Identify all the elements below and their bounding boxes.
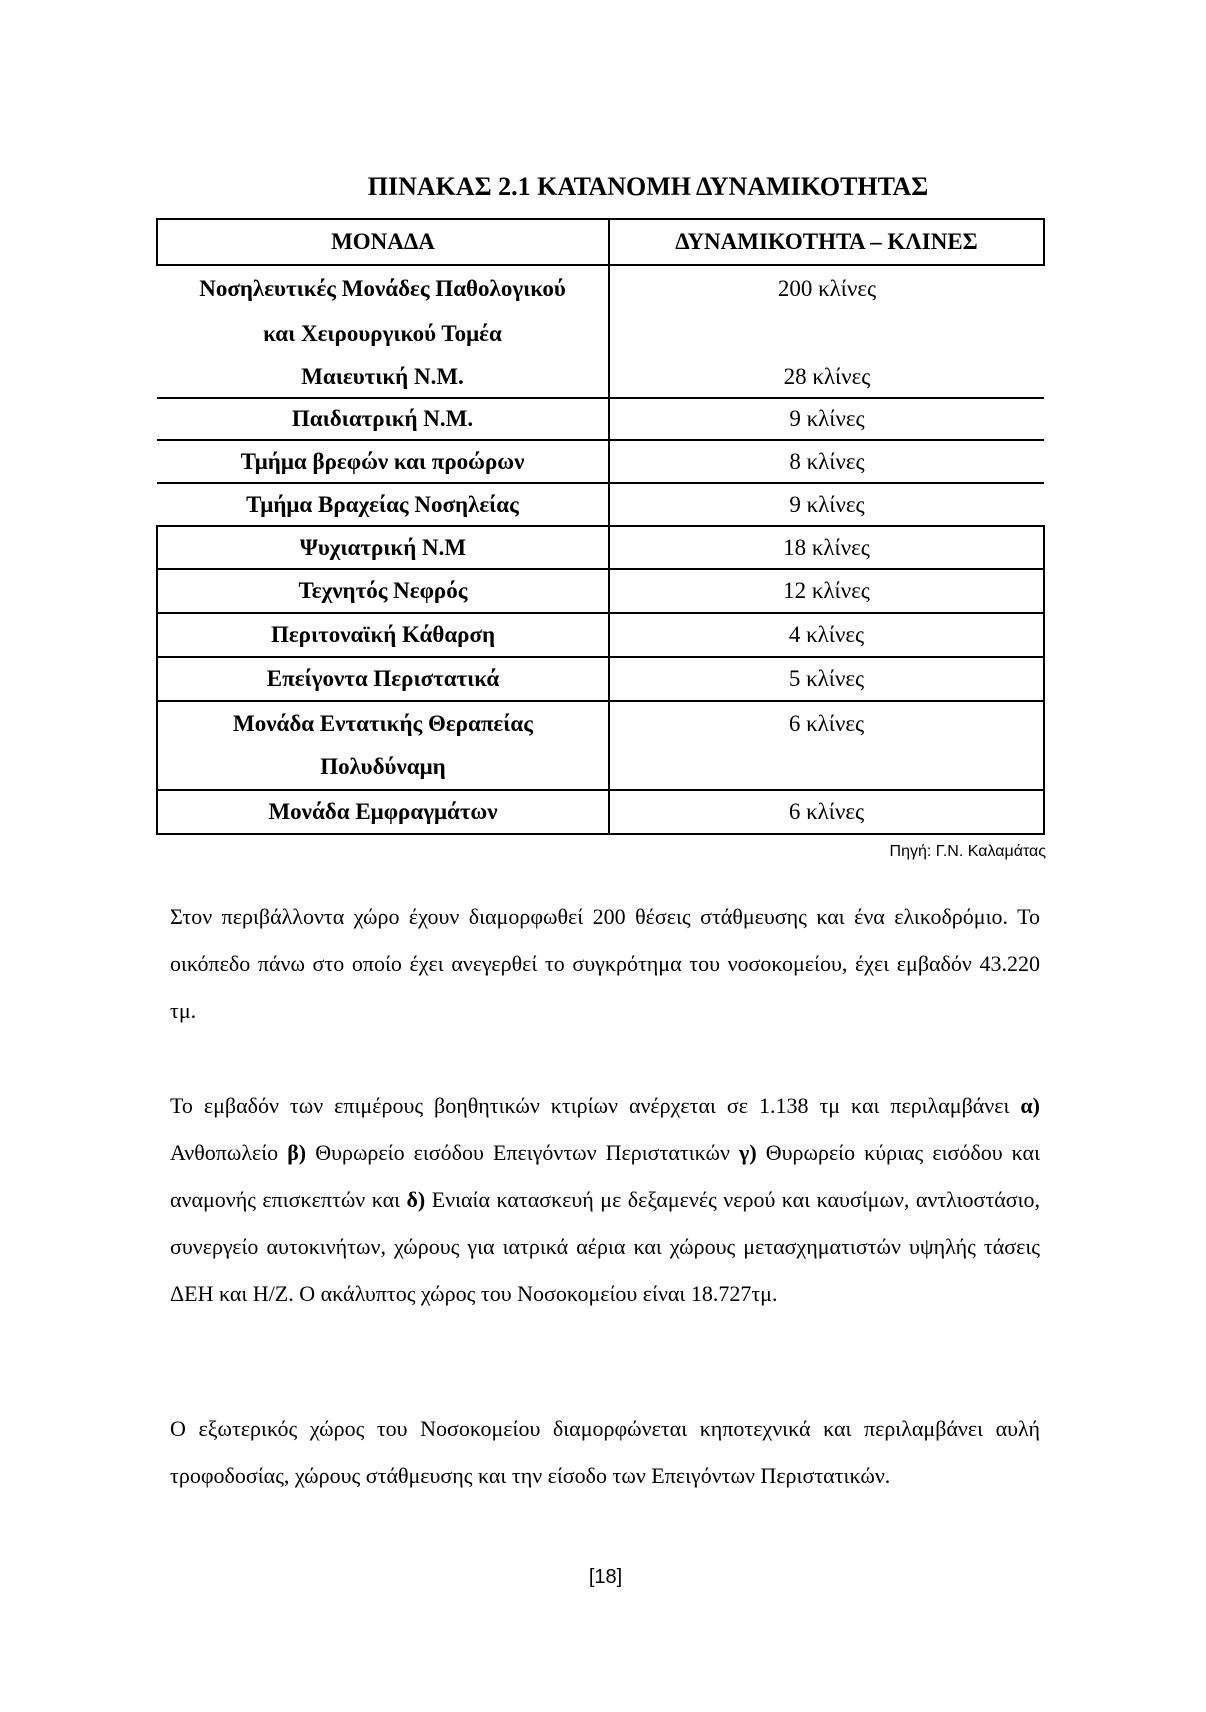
table-row [157,265,1044,311]
empty-cell [609,745,1044,790]
unit-cell: Μονάδα Εμφραγμάτων [157,790,609,834]
paragraph-text: Ενιαία κατασκευή με δεξαμενές νερού και καυσίμων, αντλιοστάσιο, συνεργείο αυτοκινήτων, χώρους για ιατρικά αέρια και χώρους μετασχηματιστών υψηλής τάσεις ΔΕΗ και Η/Ζ. Ο ακάλυπτος χώρος του Νοσοκομείου είναι 18.727τμ. [170,1187,1040,1306]
table-row-continued [157,745,1044,790]
table-row [157,790,1044,834]
paragraph-text: Το εμβαδόν των επιμέρους βοηθητικών κτιρίων ανέρχεται σε 1.138 τμ και περιλαμβάνει [170,1093,1021,1118]
beds-cell: 28 κλίνες [783,363,871,389]
unit-cell: Παιδιατρική Ν.Μ. [157,398,609,440]
paragraph-parking: Στον περιβάλλοντα χώρο έχουν διαμορφωθεί 200 θέσεις στάθμευσης και ένα ελικοδρόμιο. Το οικόπεδο πάνω στο οποίο έχει ανεγερθεί το συγκρότημα του νοσοκομείου, έχει εμβαδόν 43.220 τμ. [170,904,1040,1023]
table-title: ΠΙΝΑΚΑΣ 2.1 ΚΑΤΑΝΟΜΗ ΔΥΝΑΜΙΚΟΤΗΤΑΣ [367,172,929,201]
table-source: Πηγή: Γ.Ν. Καλαμάτας [889,843,1046,860]
table-row [157,440,1044,483]
beds-cell: 9 κλίνες [609,398,1044,440]
list-marker: β) [287,1140,307,1165]
table-row [157,657,1044,701]
paragraph-text: Θυρωρείο κύριας εισόδου και αναμονής επισκεπτών και [170,1140,1040,1212]
unit-cell: και Χειρουργικού Τομέα [157,311,609,356]
unit-cell: Μαιευτική Ν.Μ. [157,356,609,398]
unit-cell: Τμήμα βρεφών και προώρων [157,440,609,483]
table-row-continued [157,311,1044,356]
unit-cell: Ψυχιατρική Ν.Μ [157,526,609,569]
beds-cell: 5 κλίνες [609,657,1044,701]
paragraph-auxiliary-buildings [170,1082,1040,1317]
unit-cell: Επείγοντα Περιστατικά [157,657,609,701]
table-row [157,398,1044,440]
unit-cell: Μονάδα Εντατικής Θεραπείας [157,701,609,745]
beds-cell: 18 κλίνες [609,526,1044,569]
paragraph-text: Ανθοπωλείο [170,1140,288,1165]
list-marker: γ) [739,1140,757,1165]
empty-cell [609,311,1044,356]
paragraph-exterior: Ο εξωτερικός χώρος του Νοσοκομείου διαμορφώνεται κηποτεχνικά και περιλαμβάνει αυλή τροφοδοσίας, χώρους στάθμευσης και την είσοδο των Επειγόντων Περιστατικών. [170,1416,1040,1488]
list-marker: α) [1020,1093,1040,1118]
unit-cell: Τμήμα Βραχείας Νοσηλείας [157,483,609,526]
beds-cell: 6 κλίνες [609,701,1044,745]
beds-cell: 8 κλίνες [609,440,1044,483]
table-row [157,569,1044,613]
paragraph-text: Θυρωρείο εισόδου Επειγόντων Περιστατικών [306,1140,740,1165]
table-row [157,613,1044,657]
capacity-table [156,218,1045,835]
header-capacity: ΔΥΝΑΜΙΚΟΤΗΤΑ – ΚΛΙΝΕΣ [609,219,1044,265]
table-row [157,701,1044,745]
beds-cell: 6 κλίνες [609,790,1044,834]
unit-cell: Πολυδύναμη [157,745,609,790]
list-marker: δ) [406,1187,426,1212]
beds-cell: 200 κλίνες [609,265,1044,311]
table-row [157,356,1044,398]
beds-cell: 9 κλίνες [609,483,1044,526]
unit-cell: Περιτοναϊκή Κάθαρση [157,613,609,657]
table-header-row [157,219,1044,265]
page-number: [18] [588,1566,623,1588]
beds-cell: 4 κλίνες [609,613,1044,657]
header-unit: ΜΟΝΑΔΑ [157,219,609,265]
table-row [157,483,1044,526]
table-row [157,526,1044,569]
unit-cell: Τεχνητός Νεφρός [157,569,609,613]
beds-cell: 12 κλίνες [609,569,1044,613]
unit-cell: Νοσηλευτικές Μονάδες Παθολογικού [157,265,609,311]
